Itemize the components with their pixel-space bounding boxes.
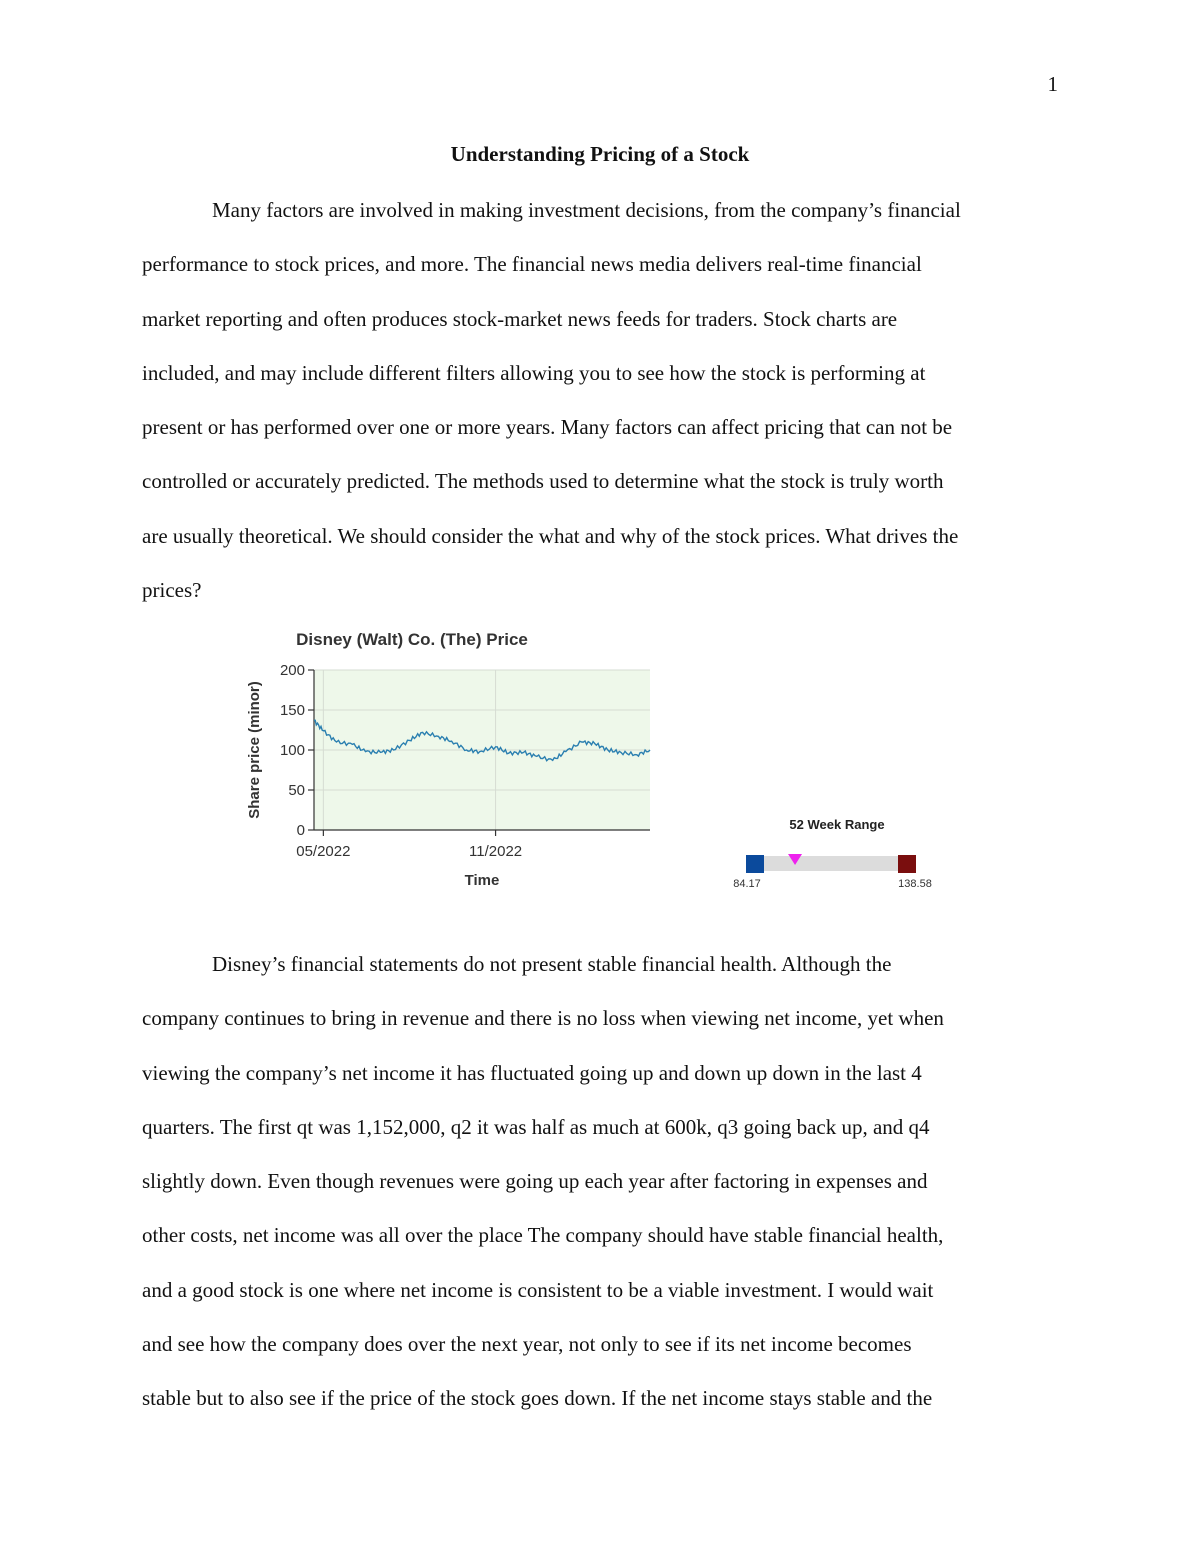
paragraph-line: Many factors are involved in making investment decisions, from the company’s financial bbox=[212, 198, 961, 222]
paragraph-line: Disney’s financial statements do not present stable financial health. Although the bbox=[212, 952, 892, 976]
y-tick-label: 50 bbox=[288, 782, 305, 799]
range-title: 52 Week Range bbox=[789, 817, 885, 832]
paragraph-line: slightly down. Even though revenues were going up each year after factoring in expenses and bbox=[142, 1169, 928, 1194]
range-track bbox=[755, 856, 915, 871]
paragraph-line: are usually theoretical. We should consider the what and why of the stock prices. What drives the bbox=[142, 523, 959, 548]
paragraph-1 bbox=[142, 183, 1058, 617]
paragraph-line: controlled or accurately predicted. The methods used to determine what the stock is truly worth bbox=[142, 469, 944, 494]
range-low-label: 84.17 bbox=[733, 878, 761, 890]
y-tick-label: 200 bbox=[279, 662, 305, 679]
chart-title: Disney (Walt) Co. (The) Price bbox=[296, 630, 528, 649]
paragraph-line: other costs, net income was all over the place The company should have stable financial health, bbox=[142, 1223, 944, 1248]
paragraph-line: prices? bbox=[142, 578, 202, 603]
paragraph-line: and see how the company does over the next year, not only to see if its net income becomes bbox=[142, 1332, 912, 1357]
range-high-marker bbox=[898, 855, 916, 873]
y-axis-label: Share price (minor) bbox=[246, 681, 263, 819]
x-axis-label: Time bbox=[464, 872, 500, 889]
paragraph-line: present or has performed over one or more years. Many factors can affect pricing that can not be bbox=[142, 415, 953, 440]
x-tick-label: 11/2022 bbox=[469, 843, 523, 860]
document-title: Understanding Pricing of a Stock bbox=[450, 142, 750, 166]
paragraph-line: included, and may include different filters allowing you to see how the stock is performing at bbox=[142, 360, 926, 385]
y-tick-label: 0 bbox=[296, 822, 305, 839]
y-tick-label: 100 bbox=[279, 742, 305, 759]
x-tick-label: 05/2022 bbox=[296, 843, 351, 860]
range-low-marker bbox=[746, 855, 764, 873]
paragraph-2 bbox=[142, 937, 1058, 1426]
paragraph-line: stable but to also see if the price of the stock goes down. If the net income stays stable and the bbox=[142, 1386, 933, 1411]
price-chart bbox=[230, 620, 670, 895]
52-week-range-widget bbox=[720, 805, 950, 895]
paragraph-line: company continues to bring in revenue and there is no loss when viewing net income, yet when bbox=[142, 1006, 944, 1031]
paragraph-line: quarters. The first qt was 1,152,000, q2 it was half as much at 600k, q3 going back up, and q4 bbox=[142, 1114, 930, 1139]
y-tick-label: 150 bbox=[279, 702, 305, 719]
x-axis bbox=[296, 830, 650, 860]
paragraph-line: viewing the company’s net income it has fluctuated going up and down up down in the last 4 bbox=[142, 1060, 922, 1085]
range-high-label: 138.58 bbox=[898, 878, 932, 890]
paragraph-line: performance to stock prices, and more. The financial news media delivers real-time financial bbox=[142, 252, 922, 277]
y-axis bbox=[280, 662, 314, 839]
paragraph-line: market reporting and often produces stock-market news feeds for traders. Stock charts are bbox=[142, 306, 898, 331]
page-number: 1 bbox=[1047, 72, 1058, 96]
paragraph-line: and a good stock is one where net income is consistent to be a viable investment. I would wait bbox=[142, 1277, 934, 1302]
